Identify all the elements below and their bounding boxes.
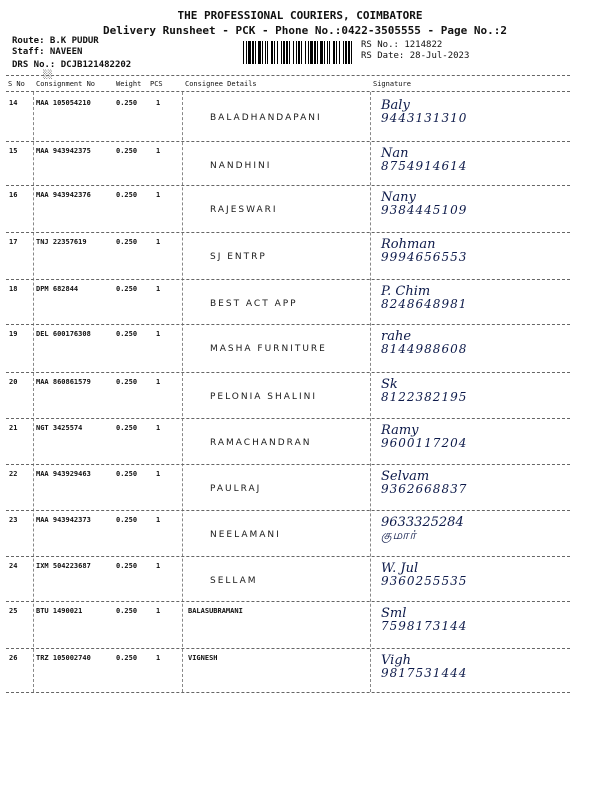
row-sno: 20 — [9, 378, 18, 386]
barcode-bar — [305, 41, 306, 64]
row-consignment-no: DPM 682844 — [36, 285, 79, 293]
signature-phone: 9443131310 — [381, 111, 468, 125]
signature-scrawl: P. Chim — [381, 284, 431, 299]
signature-scrawl: 9633325284 — [381, 515, 464, 530]
route-label: Route: B.K PUDUR — [12, 36, 99, 46]
col-signature: Signature — [373, 80, 411, 88]
row-consignment-no: MAA 943942373 — [36, 516, 91, 524]
row-weight: 0.250 — [116, 516, 138, 524]
row-pcs: 1 — [156, 470, 161, 478]
row-signature — [381, 237, 467, 264]
row-sno: 25 — [9, 607, 18, 615]
col-sno: S No — [8, 80, 25, 88]
row-weight: 0.250 — [116, 330, 138, 338]
row-pcs: 1 — [156, 99, 161, 107]
barcode-bar — [286, 41, 288, 64]
row-consignee-name: NANDHINI — [210, 161, 272, 171]
row-sno: 15 — [9, 147, 18, 155]
signature-scrawl: Rohman — [381, 237, 436, 252]
signature-scrawl: rahe — [381, 329, 412, 344]
row-divider — [6, 279, 570, 280]
row-divider — [6, 464, 570, 465]
row-weight: 0.250 — [116, 378, 138, 386]
row-divider — [6, 648, 570, 649]
barcode-bar — [248, 41, 251, 64]
row-signature — [381, 606, 467, 633]
signature-scrawl: Baly — [381, 98, 410, 113]
signature-phone: 9362668837 — [381, 482, 468, 496]
col-weight: Weight — [116, 80, 142, 88]
row-divider — [6, 601, 570, 602]
row-pcs: 1 — [156, 147, 161, 155]
row-pcs: 1 — [156, 607, 161, 615]
row-weight: 0.250 — [116, 654, 138, 662]
row-signature — [381, 377, 467, 404]
barcode-bar — [348, 41, 350, 64]
signature-phone: 7598173144 — [381, 619, 468, 633]
row-weight: 0.250 — [116, 147, 138, 155]
barcode-bar — [252, 41, 254, 64]
row-weight: 0.250 — [116, 562, 138, 570]
barcode-bar — [333, 41, 335, 64]
row-consignee-name: SELLAM — [210, 576, 258, 586]
row-consignment-no: MAA 943942376 — [36, 191, 91, 199]
row-consignee-name: BALADHANDAPANI — [210, 113, 322, 123]
signature-scrawl: Selvam — [381, 469, 430, 484]
row-sno: 24 — [9, 562, 18, 570]
signature-phone: 8754914614 — [381, 159, 468, 173]
signature-scrawl: Ramy — [381, 423, 419, 438]
barcode-bar — [345, 41, 347, 64]
row-signature — [381, 190, 467, 217]
col-divider — [370, 92, 371, 692]
signature-phone: 9600117204 — [381, 436, 468, 450]
row-weight: 0.250 — [116, 285, 138, 293]
signature-scrawl: Nany — [381, 190, 416, 205]
row-consignment-no: MAA 943929463 — [36, 470, 91, 478]
barcode-bar — [308, 41, 309, 64]
row-consignee-name: SJ ENTRP — [210, 252, 267, 262]
row-consignment-no: BTU 1490021 — [36, 607, 83, 615]
column-header-divider — [6, 91, 570, 92]
signature-scrawl: Nan — [381, 146, 409, 161]
row-signature — [381, 146, 467, 173]
barcode-bar — [324, 41, 325, 64]
drs-number: DRS No.: DCJB121482202 — [12, 60, 132, 70]
drs-barcode-mark: ░░ — [43, 70, 53, 79]
row-divider — [6, 324, 570, 325]
row-consignment-no: MAA 943942375 — [36, 147, 91, 155]
barcode-bar — [351, 41, 352, 64]
signature-phone: 9360255535 — [381, 574, 468, 588]
row-weight: 0.250 — [116, 99, 138, 107]
barcode-bar — [301, 41, 302, 64]
signature-scrawl: Vigh — [381, 653, 412, 668]
col-divider — [182, 92, 183, 692]
barcode-bar — [293, 41, 294, 64]
barcode-bar — [246, 41, 247, 64]
row-sno: 23 — [9, 516, 18, 524]
barcode-bar — [296, 41, 297, 64]
row-consignment-no: TNJ 22357619 — [36, 238, 87, 246]
row-sno: 26 — [9, 654, 18, 662]
row-pcs: 1 — [156, 378, 161, 386]
row-consignee-name: RAJESWARI — [210, 205, 278, 215]
row-signature — [381, 561, 467, 588]
signature-phone: குமார் — [381, 528, 417, 542]
row-consignee-name: RAMACHANDRAN — [210, 438, 312, 448]
barcode-bar — [314, 41, 316, 64]
row-signature — [381, 98, 467, 125]
barcode-bar — [277, 41, 278, 64]
signature-phone: 8144988608 — [381, 342, 468, 356]
row-consignee-name: PELONIA SHALINI — [210, 392, 317, 402]
row-consignment-no: TRZ 105002740 — [36, 654, 91, 662]
row-sno: 18 — [9, 285, 18, 293]
signature-phone: 9994656553 — [381, 250, 468, 264]
barcode-bar — [320, 41, 323, 64]
barcode-bar — [327, 41, 328, 64]
signature-phone: 8248648981 — [381, 297, 468, 311]
barcode-bar — [310, 41, 313, 64]
col-consignee: Consignee Details — [185, 80, 257, 88]
signature-scrawl: W. Jul — [381, 561, 419, 576]
signature-scrawl: Sml — [381, 606, 407, 621]
row-consignment-no: DEL 600176308 — [36, 330, 91, 338]
row-pcs: 1 — [156, 424, 161, 432]
barcode-bar — [265, 41, 266, 64]
barcode-bar — [281, 41, 282, 64]
row-signature — [381, 653, 467, 680]
row-consignment-no: IXM 504223687 — [36, 562, 91, 570]
row-pcs: 1 — [156, 191, 161, 199]
barcode-bar — [289, 41, 290, 64]
barcode-bar — [258, 41, 261, 64]
row-pcs: 1 — [156, 285, 161, 293]
row-divider — [6, 418, 570, 419]
barcode-bar — [283, 41, 285, 64]
row-signature — [381, 469, 467, 496]
barcode — [243, 41, 355, 64]
rs-number: RS No.: 1214822 — [361, 40, 443, 50]
barcode-bar — [255, 41, 256, 64]
signature-phone: 9384445109 — [381, 203, 468, 217]
row-consignee-name: NEELAMANI — [210, 530, 281, 540]
row-divider — [6, 692, 570, 693]
row-divider — [6, 141, 570, 142]
row-weight: 0.250 — [116, 424, 138, 432]
row-consignee-name: MASHA FURNITURE — [210, 344, 327, 354]
row-consignment-no: MAA 860861579 — [36, 378, 91, 386]
row-pcs: 1 — [156, 516, 161, 524]
row-pcs: 1 — [156, 330, 161, 338]
staff-label: Staff: NAVEEN — [12, 47, 83, 57]
signature-phone: 8122382195 — [381, 390, 468, 404]
barcode-bar — [267, 41, 268, 64]
row-sno: 16 — [9, 191, 18, 199]
barcode-bar — [243, 41, 244, 64]
barcode-bar — [339, 41, 340, 64]
row-divider — [6, 556, 570, 557]
barcode-bar — [274, 41, 275, 64]
barcode-bar — [271, 41, 273, 64]
row-consignee-name: PAULRAJ — [210, 484, 262, 494]
row-consignment-no: MAA 105054210 — [36, 99, 91, 107]
row-pcs: 1 — [156, 238, 161, 246]
col-divider — [33, 92, 34, 692]
barcode-bar — [329, 41, 330, 64]
row-signature — [381, 329, 467, 356]
runsheet-subtitle: Delivery Runsheet - PCK - Phone No.:0422-3505555 - Page No.:2 — [103, 24, 507, 37]
barcode-bar — [298, 41, 300, 64]
row-signature — [381, 284, 467, 311]
row-consignee-name: BEST ACT APP — [210, 299, 298, 309]
barcode-bar — [343, 41, 344, 64]
row-consignment-no: NGT 3425574 — [36, 424, 83, 432]
col-consignment: Consignment No — [36, 80, 96, 88]
row-pcs: 1 — [156, 654, 161, 662]
row-weight: 0.250 — [116, 238, 138, 246]
row-weight: 0.250 — [116, 470, 138, 478]
company-title: THE PROFESSIONAL COURIERS, COIMBATORE — [177, 9, 423, 22]
row-divider — [6, 510, 570, 511]
signature-scrawl: Sk — [381, 377, 398, 392]
signature-phone: 9817531444 — [381, 666, 468, 680]
row-divider — [6, 232, 570, 233]
row-divider — [6, 185, 570, 186]
row-weight: 0.250 — [116, 607, 138, 615]
col-pcs: PCS — [150, 80, 163, 88]
row-signature — [381, 515, 464, 544]
row-sno: 19 — [9, 330, 18, 338]
row-pcs: 1 — [156, 562, 161, 570]
row-sno: 14 — [9, 99, 18, 107]
barcode-bar — [317, 41, 318, 64]
row-divider — [6, 372, 570, 373]
row-consignee-name: VIGNESH — [188, 654, 218, 662]
row-weight: 0.250 — [116, 191, 138, 199]
row-sno: 21 — [9, 424, 18, 432]
header-divider — [6, 75, 570, 76]
row-signature — [381, 423, 467, 450]
barcode-bar — [336, 41, 337, 64]
row-sno: 22 — [9, 470, 18, 478]
barcode-bar — [262, 41, 263, 64]
rs-date: RS Date: 28-Jul-2023 — [361, 51, 470, 61]
row-sno: 17 — [9, 238, 18, 246]
row-consignee-name: BALASUBRAMANI — [188, 607, 243, 615]
